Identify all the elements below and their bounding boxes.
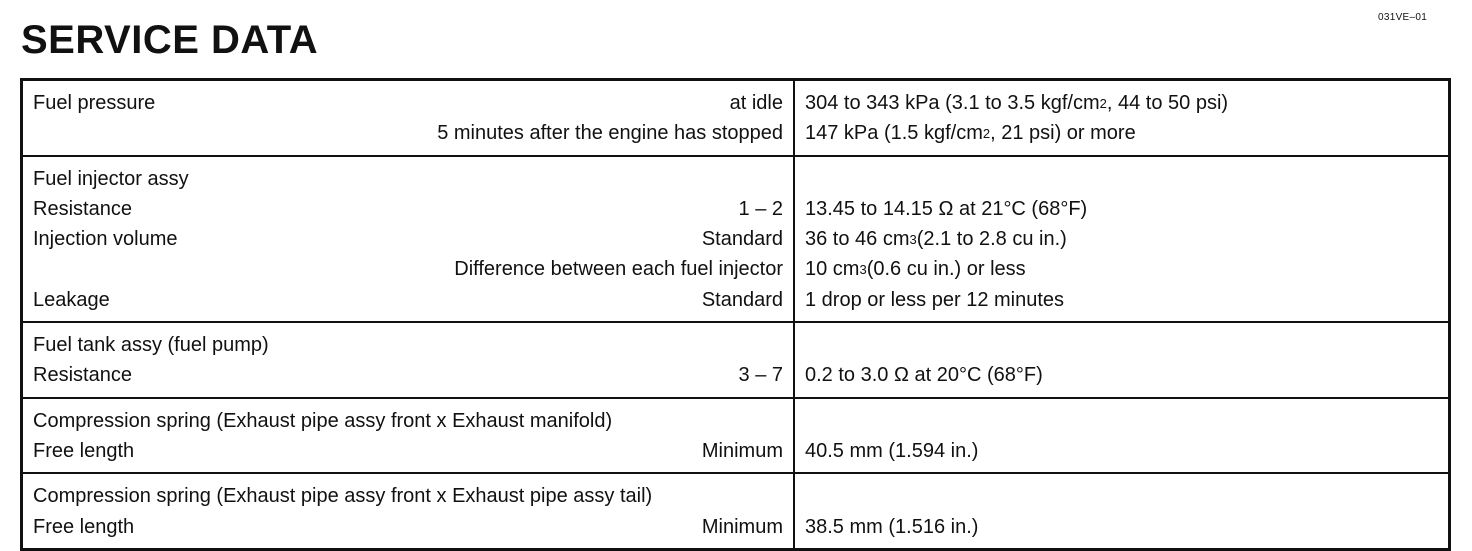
- page-title: SERVICE DATA: [21, 18, 319, 62]
- spec-value-text: (2.1 to 2.8 cu in.): [916, 228, 1067, 251]
- spec-value-text: 40.5 mm (1.594 in.): [805, 439, 979, 462]
- spec-condition: 3 – 7: [738, 364, 783, 387]
- spec-section-items: [22, 80, 795, 156]
- spec-value-text: 1 drop or less per 12 minutes: [805, 288, 1065, 311]
- spec-section: [22, 322, 1450, 398]
- spec-section: [22, 398, 1450, 474]
- spec-section: [22, 80, 1450, 156]
- spec-item-label: Fuel injector assy: [33, 167, 189, 190]
- spec-condition: 5 minutes after the engine has stopped: [437, 122, 783, 145]
- spec-item-label: Injection volume: [33, 228, 178, 251]
- spec-section-values: [794, 398, 1450, 474]
- spec-value-text: 147 kPa (1.5 kgf/cm: [805, 122, 983, 145]
- spec-condition: Minimum: [701, 515, 783, 538]
- spec-row: [33, 436, 783, 466]
- document-code: 031VE–01: [1378, 12, 1428, 23]
- spec-item-label: Fuel tank assy (fuel pump): [33, 334, 269, 357]
- spec-row: [33, 285, 783, 315]
- spec-row: [33, 360, 783, 390]
- spec-value: 10 cm $^3$ (0.6 cu in.) or less: [805, 254, 1438, 284]
- spec-row: [33, 254, 783, 284]
- spec-section-values: [794, 322, 1450, 398]
- spec-value-text: 13.45 to 14.15 Ω at 21°C (68°F): [805, 197, 1088, 220]
- spec-value-text: (0.6 cu in.) or less: [866, 258, 1026, 281]
- spec-value: [805, 481, 1438, 511]
- spec-section-items: [22, 156, 795, 322]
- spec-item-label: Compression spring (Exhaust pipe assy front x Exhaust pipe assy tail): [33, 485, 653, 508]
- spec-item-label: Free length: [33, 439, 135, 462]
- spec-row: [33, 224, 783, 254]
- spec-row: [33, 194, 783, 224]
- spec-item-label: Leakage: [33, 288, 110, 311]
- spec-value: 147 kPa (1.5 kgf/cm $^2$ , 21 psi) or more: [805, 118, 1438, 148]
- spec-item-label: Fuel pressure: [33, 92, 156, 114]
- spec-value-text: 10 cm: [805, 258, 860, 281]
- spec-section-values: [794, 80, 1450, 156]
- spec-section-values: [794, 156, 1450, 322]
- spec-item-label: Free length: [33, 515, 135, 538]
- spec-value: [805, 436, 1438, 466]
- spec-condition: at idle: [729, 92, 783, 114]
- spec-value: 36 to 46 cm $^3$ (2.1 to 2.8 cu in.): [805, 224, 1438, 254]
- spec-row: [33, 481, 783, 511]
- spec-section-items: [22, 398, 795, 474]
- spec-section-values: [794, 473, 1450, 549]
- spec-condition: Standard: [701, 288, 783, 311]
- spec-section: [22, 473, 1450, 549]
- spec-value-text: 304 to 343 kPa (3.1 to 3.5 kgf/cm: [805, 92, 1100, 114]
- spec-row: [33, 164, 783, 194]
- spec-row: [33, 118, 783, 148]
- spec-item-label: Compression spring (Exhaust pipe assy front x Exhaust manifold): [33, 409, 613, 432]
- spec-value: [805, 330, 1438, 360]
- spec-value-text: 0.2 to 3.0 Ω at 20°C (68°F): [805, 364, 1043, 387]
- spec-condition: Standard: [701, 228, 783, 251]
- spec-value: [805, 512, 1438, 542]
- spec-value-text: 38.5 mm (1.516 in.): [805, 515, 979, 538]
- spec-value: [805, 406, 1438, 436]
- spec-value: [805, 360, 1438, 390]
- spec-value-text: 36 to 46 cm: [805, 228, 910, 251]
- spec-value: [805, 164, 1438, 194]
- spec-value-text: , 21 psi) or more: [990, 122, 1136, 145]
- service-data-table: [20, 78, 1451, 551]
- spec-condition: Difference between each fuel injector: [454, 258, 783, 281]
- spec-row: [33, 330, 783, 360]
- spec-section-items: [22, 473, 795, 549]
- spec-value-text: , 44 to 50 psi): [1106, 92, 1229, 114]
- spec-value: 304 to 343 kPa (3.1 to 3.5 kgf/cm $^2$ , 44 to 50 psi): [805, 88, 1438, 118]
- spec-row: [33, 88, 783, 118]
- spec-row: [33, 512, 783, 542]
- spec-item-label: Resistance: [33, 364, 132, 387]
- spec-section: [22, 156, 1450, 322]
- spec-row: [33, 406, 783, 436]
- spec-item-label: Resistance: [33, 197, 132, 220]
- spec-section-items: [22, 322, 795, 398]
- table-body: [22, 80, 1450, 550]
- spec-condition: Minimum: [701, 439, 783, 462]
- spec-condition: 1 – 2: [738, 197, 783, 220]
- spec-value: [805, 285, 1438, 315]
- spec-value: [805, 194, 1438, 224]
